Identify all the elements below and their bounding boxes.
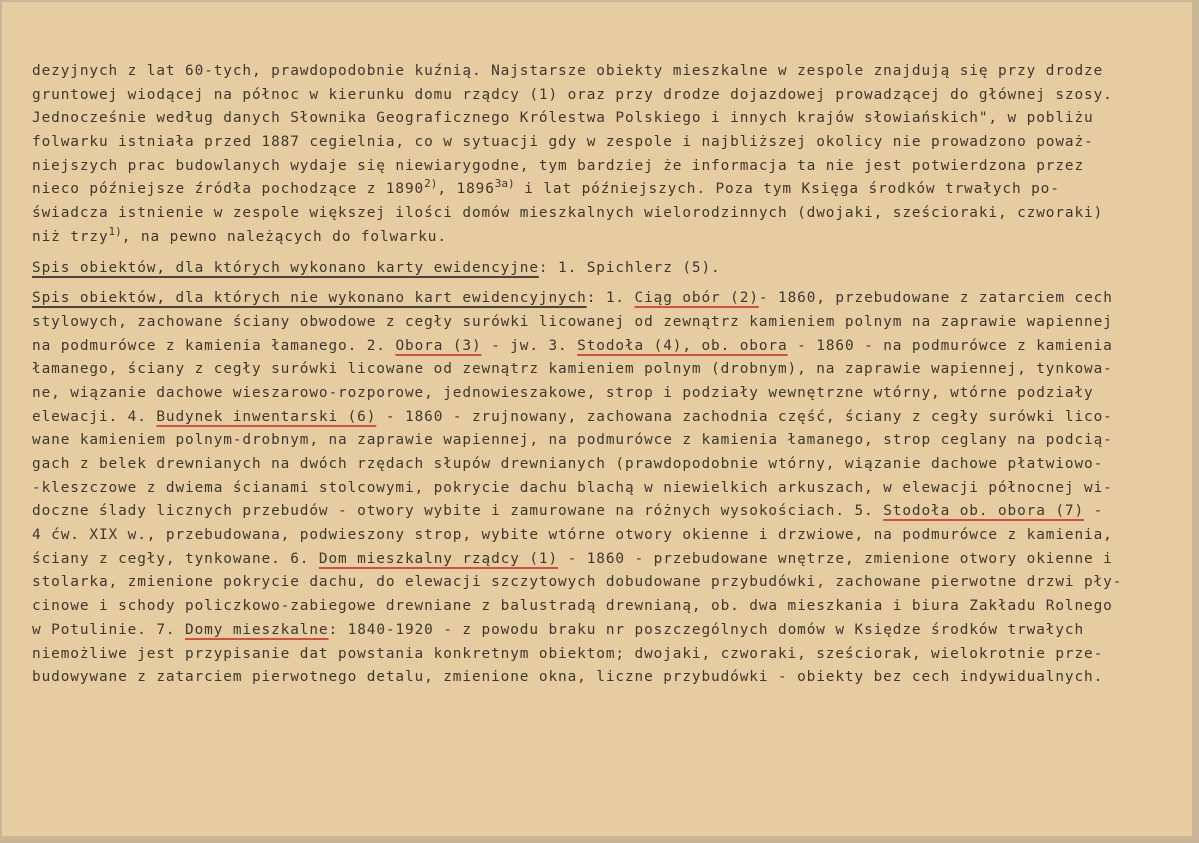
text-segment: i lat późniejszych. Poza tym Księga środków trwałych po- [514, 181, 1060, 198]
text-line [32, 202, 1194, 226]
text-line [32, 666, 1194, 690]
text-line [32, 619, 1194, 643]
text-line [32, 382, 1194, 406]
text-segment: łamanego, ściany z cegły surówki licowane od zewnątrz kamieniem polnym (drobnym), na zaprawie wapiennej, tynkowa- [32, 361, 1113, 378]
text-segment: niż trzy [32, 228, 109, 245]
text-line [32, 257, 1194, 281]
text-segment: wane kamieniem polnym-drobnym, na zaprawie wapiennej, na podmurówce z kamienia łamanego, strop ceglany na podcią- [32, 432, 1113, 449]
text-segment: budowywane z zatarciem pierwotnego detalu, zmienione okna, liczne przybudówki - obiekty bez cech indywidualnych. [32, 669, 1104, 686]
text-line [32, 406, 1194, 430]
text-segment: dezyjnych z lat 60-tych, prawdopodobnie kuźnią. Najstarsze obiekty mieszkalne w zespole znajdują się przy drodze [32, 63, 1104, 79]
text-line [32, 595, 1194, 619]
text-line [32, 131, 1194, 155]
text-line [32, 287, 1194, 311]
text-segment: 4 ćw. XIX w., przebudowana, podwieszony strop, wybite wtórne otwory okienne i drzwiowe, na podmurówce z kamienia, [32, 527, 1113, 544]
text-segment: gach z belek drewnianych na dwóch rzędach słupów drewnianych (prawdopodobnie wtórny, wiązanie dachowe płatwiowo- [32, 456, 1104, 472]
text-line [32, 453, 1194, 477]
text-segment: niejszych prac budowlanych wydaje się niewiarygodne, tym bardziej że informacja ta nie jest potwierdzona przez [32, 157, 1085, 174]
blank-line [32, 250, 1194, 257]
text-segment: - 1860 - zrujnowany, zachowana zachodnia część, ściany z cegły surówki lico- [376, 408, 1113, 425]
text-line [32, 548, 1194, 572]
text-line [32, 358, 1194, 382]
object-name: Budynek inwentarski (6) [156, 408, 377, 425]
text-segment: - 1860 - na podmurówce z kamienia [787, 337, 1113, 354]
text-line [32, 477, 1194, 501]
object-name: Domy mieszkalne [185, 621, 329, 638]
text-segment: : 1. [586, 290, 635, 307]
text-segment: : 1. Spichlerz (5). [538, 259, 721, 276]
text-segment: świadcza istnienie w zespole większej ilości domów mieszkalnych wielorodzinnych (dwojaki, sześcioraki, czworaki) [32, 205, 1104, 222]
object-name: Obora (3) [395, 337, 482, 354]
text-segment: w Potulinie. 7. [32, 621, 186, 638]
text-line [32, 107, 1194, 131]
object-name: Ciąg obór (2) [634, 290, 759, 307]
text-segment: : 1840-1920 - z powodu braku nr poszczególnych domów w Księdze środków trwałych [328, 621, 1085, 638]
text-segment: -kleszczowe z dwiema ścianami stolcowymi, pokrycie dachu blachą w niewielkich arkuszach, w elewacji północnej wi- [32, 479, 1113, 496]
text-segment: nieco późniejsze źródła pochodzące z 1890 [32, 181, 425, 198]
footnote-ref: 3a) [494, 177, 515, 191]
text-segment: Jednocześnie według danych Słownika Geograficznego Królestwa Polskiego i innych krajów słowiańskich", w pobliżu [32, 110, 1094, 127]
text-segment: gruntowej wiodącej na północ w kierunku domu rządcy (1) oraz przy drodze dojazdowej prowadzącej do głównej szosy. [32, 86, 1113, 103]
text-segment: - jw. 3. [481, 337, 578, 354]
text-segment: - [1084, 503, 1104, 520]
text-segment: folwarku istniała przed 1887 cegielnia, co w sytuacji gdy w zespole i najbliższej okolicy nie prowadzono poważ- [32, 134, 1094, 151]
text-segment: , 1896 [437, 181, 495, 198]
section-heading: Spis obiektów, dla których nie wykonano kart ewidencyjnych [32, 290, 587, 307]
text-line [32, 429, 1194, 453]
footnote-ref: 1) [108, 224, 122, 238]
text-segment: stylowych, zachowane ściany obwodowe z cegły surówki licowanej od zewnątrz kamieniem polnym na zaprawie wapiennej [32, 313, 1113, 330]
text-line [32, 84, 1194, 108]
object-name: Stodoła ob. obora (7) [883, 503, 1085, 520]
text-line [32, 60, 1194, 84]
text-segment: niemożliwe jest przypisanie dat powstania konkretnym obiektom; dwojaki, czworaki, sześciorak, wielokrotnie prze- [32, 645, 1104, 662]
blank-line [32, 280, 1194, 287]
object-name: Dom mieszkalny rządcy (1) [318, 550, 559, 567]
section-heading: Spis obiektów, dla których wykonano karty ewidencyjne [32, 259, 539, 276]
text-line [32, 178, 1194, 202]
typewritten-page [2, 2, 1194, 838]
text-segment: - 1860 - przebudowane wnętrze, zmienione otwory okienne i [558, 550, 1113, 567]
text-segment: na podmurówce z kamienia łamanego. 2. [32, 337, 396, 354]
object-name: Stodoła (4), ob. obora [577, 337, 788, 354]
text-segment: ściany z cegły, tynkowane. 6. [32, 550, 319, 567]
footnote-ref: 2) [424, 177, 438, 191]
text-line [32, 335, 1194, 359]
text-segment: , na pewno należących do folwarku. [121, 228, 447, 245]
text-line [32, 524, 1194, 548]
text-line [32, 643, 1194, 667]
text-line [32, 571, 1194, 595]
text-segment: elewacji. 4. [32, 408, 157, 425]
text-segment: doczne ślady licznych przebudów - otwory wybite i zamurowane na różnych wysokościach. 5. [32, 503, 884, 520]
text-segment: stolarka, zmienione pokrycie dachu, do elewacji szczytowych dobudowane przybudówki, zachowane pierwotne drzwi pły- [32, 574, 1123, 591]
text-segment: cinowe i schody policzkowo-zabiegowe drewniane z balustradą drewnianą, ob. dwa mieszkania i biura Zakładu Rolnego [32, 598, 1113, 615]
text-line [32, 500, 1194, 524]
text-segment: - 1860, przebudowane z zatarciem cech [758, 290, 1113, 307]
text-segment: ne, wiązanie dachowe wieszarowo-rozporowe, jednowieszakowe, strop i podziały wewnętrzne wtórny, wtórne podziały [32, 384, 1094, 401]
text-line [32, 155, 1194, 179]
text-line [32, 311, 1194, 335]
typewritten-text [32, 60, 1194, 690]
text-line [32, 226, 1194, 250]
